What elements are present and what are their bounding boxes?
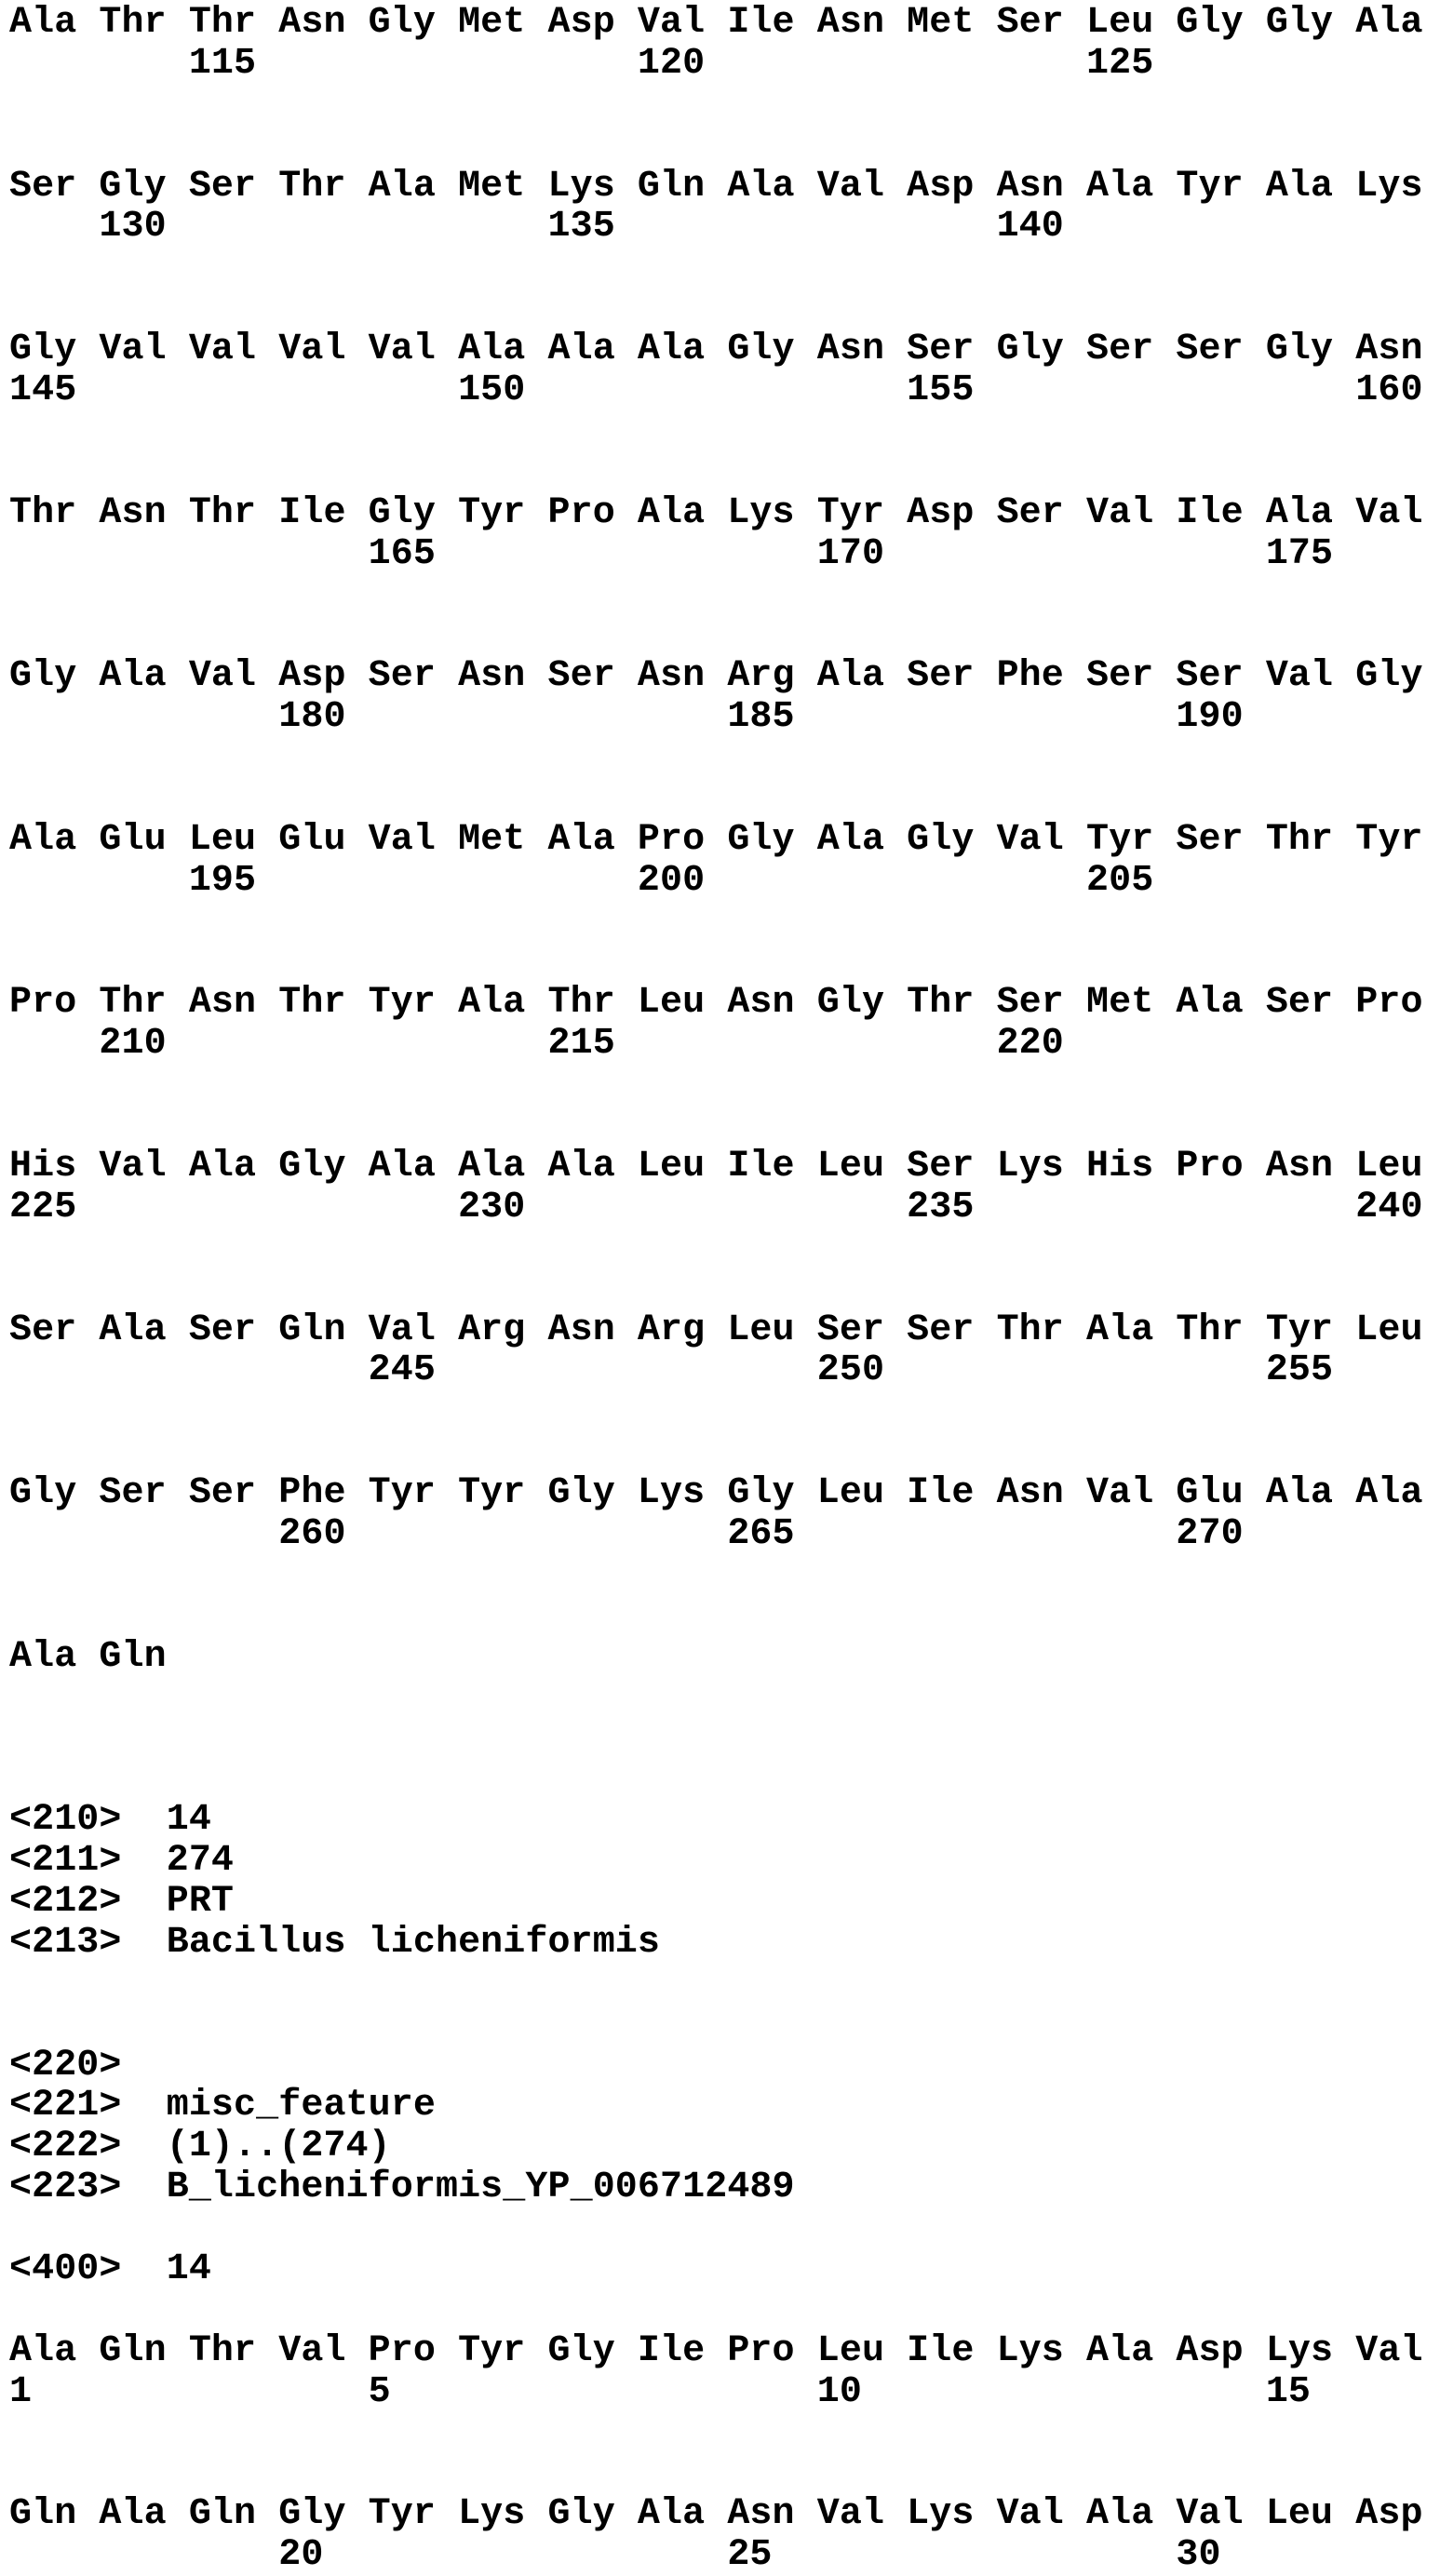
seq13-row9-residues: Ser Ala Ser Gln Val Arg Asn Arg Leu Ser Ser Thr Ala Thr Tyr Leu: [9, 1308, 1423, 1351]
blank-line: [9, 1555, 1423, 1596]
seq13-row2-numbering: 130 135 140: [9, 206, 1064, 248]
seq13-row3-residues: Gly Val Val Val Val Ala Ala Ala Gly Asn Ser Gly Ser Ser Gly Asn: [9, 329, 1423, 371]
tag-220-feature-header: <220>: [9, 2044, 122, 2086]
blank-line: [9, 288, 1423, 329]
blank-line: [9, 126, 1423, 167]
blank-line: [9, 1964, 1423, 2005]
blank-line: [9, 738, 1423, 779]
blank-line: [9, 1596, 1423, 1637]
blank-line: [9, 1718, 1423, 1759]
blank-line: [9, 1432, 1423, 1473]
seq13-row6-residues: Ala Glu Leu Glu Val Met Ala Pro Gly Ala Gly Val Tyr Ser Thr Tyr: [9, 818, 1423, 861]
seq13-row5-residues: Gly Ala Val Asp Ser Asn Ser Asn Arg Ala Ser Phe Ser Ser Val Gly: [9, 655, 1423, 698]
tag-212-type: <212> PRT: [9, 1880, 235, 1923]
seq13-row11-residues: Ala Gln: [9, 1635, 167, 1678]
sequence-listing-page: [9, 3, 1423, 2576]
seq13-row10-residues: Gly Ser Ser Phe Tyr Tyr Gly Lys Gly Leu Ile Asn Val Glu Ala Ala: [9, 1472, 1423, 1515]
blank-line: [9, 1678, 1423, 1719]
blank-line: [9, 779, 1423, 820]
seq13-row5-numbering: 180 185 190: [9, 696, 1244, 739]
tag-222-feature-location: <222> (1)..(274): [9, 2126, 391, 2168]
tag-213-organism: <213> Bacillus licheniformis: [9, 1921, 661, 1964]
seq13-row10-numbering: 260 265 270: [9, 1512, 1244, 1555]
seq13-row8-numbering: 225 230 235 240: [9, 1186, 1423, 1228]
seq13-row7-residues: Pro Thr Asn Thr Tyr Ala Thr Leu Asn Gly Thr Ser Met Ala Ser Pro: [9, 982, 1423, 1025]
tag-223-feature-description: <223> B_licheniformis_YP_006712489: [9, 2167, 795, 2209]
blank-line: [9, 1269, 1423, 1310]
blank-line: [9, 902, 1423, 943]
blank-line: [9, 1106, 1423, 1147]
blank-line: [9, 2453, 1423, 2494]
seq14-row1-residues: Ala Gln Thr Val Pro Tyr Gly Ile Pro Leu Ile Lys Ala Asp Lys Val: [9, 2329, 1423, 2372]
blank-line: [9, 2413, 1423, 2454]
blank-line: [9, 1228, 1423, 1269]
seq13-row1-residues: Ala Thr Thr Asn Gly Met Asp Val Ile Asn Met Ser Leu Gly Gly Ala: [9, 2, 1423, 44]
seq13-row4-numbering: 165 170 175: [9, 532, 1334, 575]
blank-line: [9, 411, 1423, 452]
blank-line: [9, 2290, 1423, 2331]
blank-line: [9, 452, 1423, 493]
blank-line: [9, 2208, 1423, 2249]
seq13-row9-numbering: 245 250 255: [9, 1349, 1334, 1392]
blank-line: [9, 248, 1423, 288]
seq13-row7-numbering: 210 215 220: [9, 1023, 1064, 1066]
tag-400-sequence: <400> 14: [9, 2247, 211, 2290]
seq14-row1-numbering: 1 5 10 15: [9, 2370, 1312, 2413]
seq13-row4-residues: Thr Asn Thr Ile Gly Tyr Pro Ala Lys Tyr Asp Ser Val Ile Ala Val: [9, 491, 1423, 534]
seq14-row2-numbering: 20 25 30: [9, 2534, 1221, 2576]
seq13-row2-residues: Ser Gly Ser Thr Ala Met Lys Gln Ala Val Asp Asn Ala Tyr Ala Lys: [9, 165, 1423, 208]
blank-line: [9, 1065, 1423, 1106]
tag-221-feature-key: <221> misc_feature: [9, 2085, 436, 2127]
seq14-row2-residues: Gln Ala Gln Gly Tyr Lys Gly Ala Asn Val Lys Val Ala Val Leu Asp: [9, 2493, 1423, 2536]
tag-210-seq-id: <210> 14: [9, 1799, 211, 1842]
tag-211-length: <211> 274: [9, 1840, 235, 1883]
blank-line: [9, 574, 1423, 615]
blank-line: [9, 1391, 1423, 1432]
seq13-row3-numbering: 145 150 155 160: [9, 369, 1423, 412]
blank-line: [9, 615, 1423, 656]
seq13-row8-residues: His Val Ala Gly Ala Ala Ala Leu Ile Leu Ser Lys His Pro Asn Leu: [9, 1145, 1423, 1187]
blank-line: [9, 85, 1423, 126]
seq13-row1-numbering: 115 120 125: [9, 42, 1154, 85]
seq13-row6-numbering: 195 200 205: [9, 859, 1154, 902]
blank-line: [9, 1759, 1423, 1800]
blank-line: [9, 2005, 1423, 2046]
blank-line: [9, 942, 1423, 983]
